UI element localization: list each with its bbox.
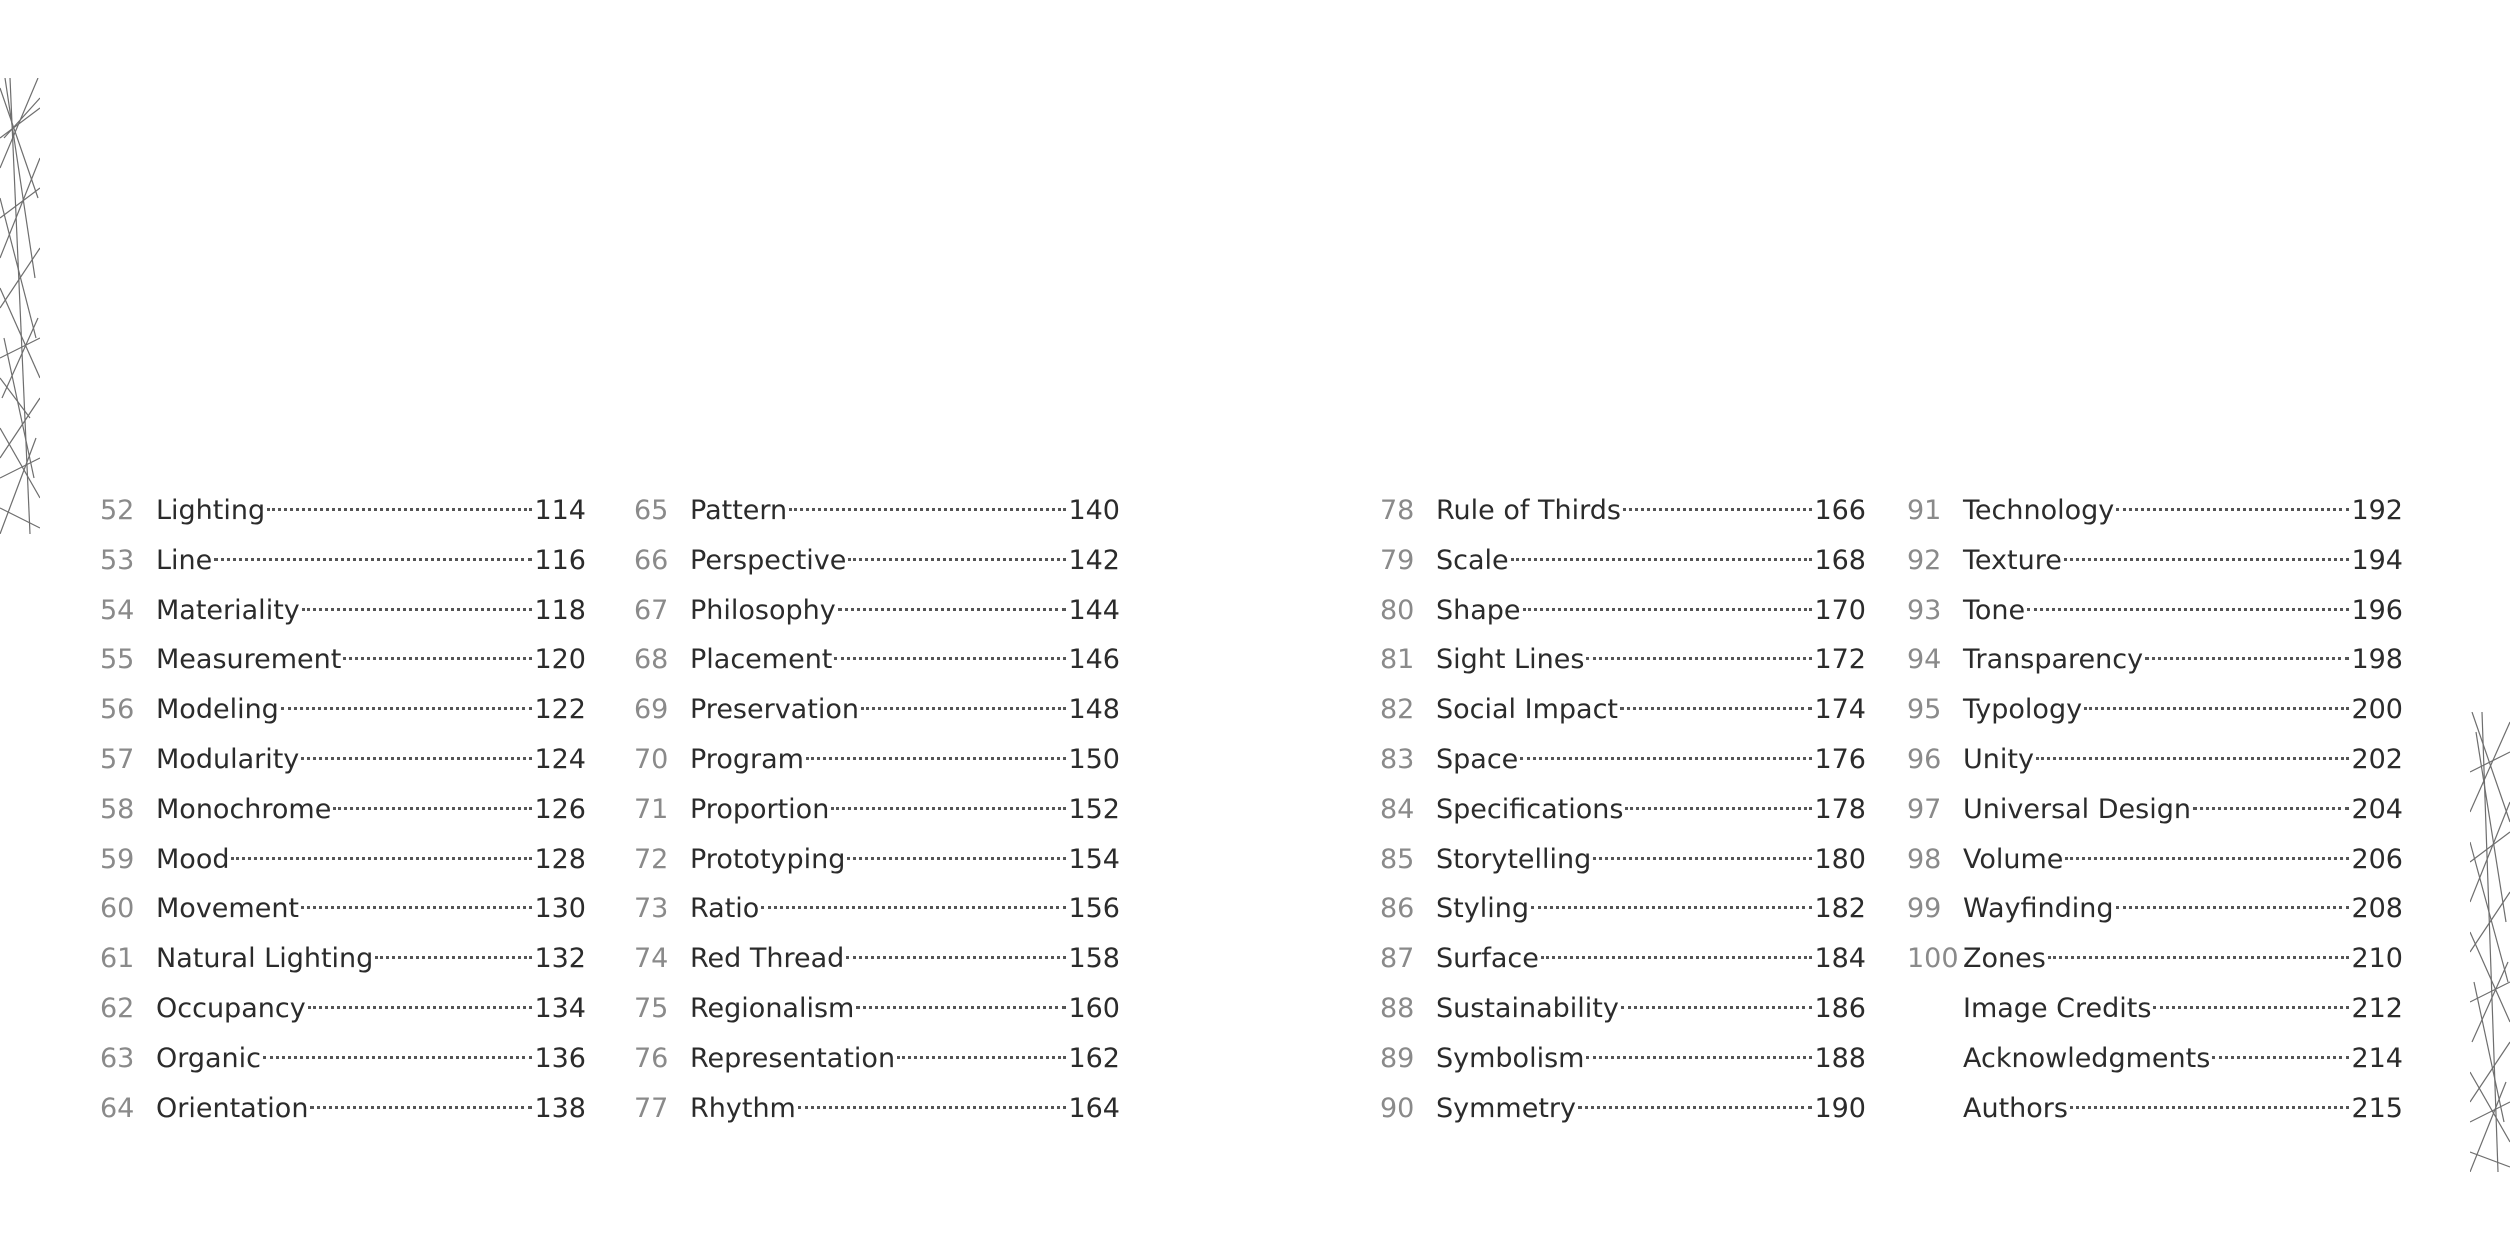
toc-entry[interactable] [1907, 984, 2403, 1034]
toc-column-4 [1907, 486, 2403, 1133]
toc-entry-number: 72 [634, 843, 669, 875]
dot-leader [806, 757, 1067, 760]
toc-entry-page: 126 [534, 793, 586, 825]
dot-leader [848, 558, 1066, 561]
toc-entry[interactable] [100, 884, 586, 934]
dot-leader [1586, 1056, 1812, 1059]
toc-entry-page: 130 [534, 893, 586, 925]
dot-leader [1520, 757, 1812, 760]
toc-entry[interactable] [100, 1084, 586, 1134]
toc-entry[interactable] [1907, 884, 2403, 934]
line-art-decoration-left [0, 78, 40, 534]
toc-entry-page: 182 [1814, 893, 1866, 925]
toc-entry-page: 150 [1068, 743, 1120, 775]
toc-entry-page: 118 [534, 594, 586, 626]
toc-entry[interactable] [100, 984, 586, 1034]
toc-entry-title: Specifications [1436, 793, 1624, 825]
toc-entry-number: 75 [634, 992, 669, 1024]
toc-entry-page: 184 [1814, 943, 1866, 975]
toc-entry-title: Preservation [690, 694, 859, 726]
toc-entry-page: 122 [534, 694, 586, 726]
toc-entry-title: Social Impact [1436, 694, 1619, 726]
dot-leader [301, 906, 532, 909]
dot-leader [798, 1106, 1067, 1109]
toc-entry[interactable] [1907, 835, 2403, 885]
toc-entry[interactable] [1907, 785, 2403, 835]
toc-entry-page: 186 [1814, 992, 1866, 1024]
dot-leader [2116, 906, 2350, 909]
toc-entry-number: 95 [1907, 694, 1942, 726]
toc-entry-page: 202 [2351, 743, 2403, 775]
toc-entry-page: 174 [1814, 694, 1866, 726]
dot-leader [1593, 857, 1812, 860]
toc-entry-number: 83 [1380, 743, 1415, 775]
toc-entry[interactable] [634, 785, 1120, 835]
toc-entry-page: 124 [534, 743, 586, 775]
toc-entry-title: Typology [1963, 694, 2083, 726]
toc-entry[interactable] [1907, 486, 2403, 536]
toc-entry-page: 140 [1068, 495, 1120, 526]
toc-entry-title: Mood [156, 843, 230, 875]
toc-entry[interactable] [634, 934, 1120, 984]
dot-leader [2064, 558, 2350, 561]
toc-entry-title: Sight Lines [1436, 644, 1585, 676]
toc-entry-title: Pattern [690, 495, 788, 526]
toc-entry-number: 69 [634, 694, 669, 726]
toc-entry[interactable] [634, 635, 1120, 685]
dot-leader [2193, 807, 2349, 810]
toc-entry-page: 196 [2351, 594, 2403, 626]
toc-entry[interactable] [100, 1034, 586, 1084]
toc-entry-number: 98 [1907, 843, 1942, 875]
toc-entry-page: 164 [1068, 1092, 1120, 1124]
dot-leader [2084, 707, 2349, 710]
dot-leader [2212, 1056, 2349, 1059]
toc-entry-number: 55 [100, 644, 135, 676]
toc-entry-page: 194 [2351, 544, 2403, 576]
toc-entry-title: Styling [1436, 893, 1529, 925]
toc-entry-page: 114 [534, 495, 586, 526]
toc-entry-title: Organic [156, 1042, 262, 1074]
toc-entry[interactable] [100, 934, 586, 984]
toc-entry-page: 142 [1068, 544, 1120, 576]
toc-entry-number: 100 [1907, 943, 1959, 975]
dot-leader [1625, 807, 1812, 810]
toc-entry-title: Universal Design [1963, 793, 2191, 825]
toc-entry-title: Space [1436, 743, 1519, 775]
toc-entry-title: Surface [1436, 943, 1539, 975]
toc-entry-page: 200 [2351, 694, 2403, 726]
toc-entry-number: 67 [634, 594, 669, 626]
toc-entry-page: 214 [2351, 1042, 2403, 1074]
toc-entry-title: Measurement [156, 644, 342, 676]
dot-leader [1523, 608, 1813, 611]
toc-entry-title: Philosophy [690, 594, 836, 626]
toc-entry-number: 96 [1907, 743, 1942, 775]
toc-entry-title: Technology [1963, 495, 2115, 526]
toc-entry-number: 94 [1907, 644, 1942, 676]
dot-leader [263, 1056, 532, 1059]
toc-entry-page: 192 [2351, 495, 2403, 526]
toc-entry-page: 208 [2351, 893, 2403, 925]
toc-entry[interactable] [634, 685, 1120, 735]
toc-entry-number: 88 [1380, 992, 1415, 1024]
dot-leader [1511, 558, 1813, 561]
toc-entry-title: Scale [1436, 544, 1509, 576]
toc-entry[interactable] [1380, 685, 1866, 735]
toc-entry[interactable] [634, 735, 1120, 785]
toc-entry-number: 78 [1380, 495, 1415, 526]
toc-entry-page: 154 [1068, 843, 1120, 875]
toc-entry[interactable] [1907, 536, 2403, 586]
dot-leader [281, 707, 533, 710]
toc-entry-title: Symbolism [1436, 1042, 1585, 1074]
toc-entry[interactable] [100, 586, 586, 636]
toc-entry[interactable] [1380, 1034, 1866, 1084]
toc-entry[interactable] [1380, 835, 1866, 885]
dot-leader [846, 956, 1066, 959]
toc-entry-page: 168 [1814, 544, 1866, 576]
toc-entry-title: Program [690, 743, 804, 775]
dot-leader [308, 1006, 533, 1009]
toc-entry-page: 212 [2351, 992, 2403, 1024]
toc-entry-title: Modularity [156, 743, 300, 775]
dot-leader [1623, 508, 1813, 511]
toc-entry-number: 84 [1380, 793, 1415, 825]
dot-leader [861, 707, 1067, 710]
toc-entry-page: 204 [2351, 793, 2403, 825]
toc-entry-number: 89 [1380, 1042, 1415, 1074]
toc-entry-number: 93 [1907, 594, 1942, 626]
toc-entry-page: 188 [1814, 1042, 1866, 1074]
dot-leader [834, 657, 1066, 660]
toc-entry-title: Lighting [156, 495, 266, 526]
toc-entry[interactable] [1380, 635, 1866, 685]
toc-entry-title: Monochrome [156, 793, 332, 825]
toc-entry-title: Sustainability [1436, 992, 1619, 1024]
toc-entry[interactable] [100, 685, 586, 735]
toc-entry-number: 71 [634, 793, 669, 825]
toc-entry[interactable] [100, 735, 586, 785]
dot-leader [761, 906, 1066, 909]
toc-entry-number: 59 [100, 843, 135, 875]
toc-entry-number: 57 [100, 743, 135, 775]
toc-entry-number: 56 [100, 694, 135, 726]
toc-entry[interactable] [1380, 536, 1866, 586]
toc-entry-number: 85 [1380, 843, 1415, 875]
toc-entry-number: 81 [1380, 644, 1415, 676]
toc-entry[interactable] [1907, 1084, 2403, 1134]
toc-entry-number: 92 [1907, 544, 1942, 576]
toc-entry-page: 166 [1814, 495, 1866, 526]
toc-entry-title: Ratio [690, 893, 760, 925]
dot-leader [831, 807, 1066, 810]
toc-entry-title: Movement [156, 893, 300, 925]
toc-entry[interactable] [634, 835, 1120, 885]
toc-entry[interactable] [100, 835, 586, 885]
toc-entry-page: 134 [534, 992, 586, 1024]
toc-entry-title: Wayfinding [1963, 893, 2114, 925]
toc-entry-title: Unity [1963, 743, 2034, 775]
dot-leader [301, 757, 532, 760]
toc-entry-number: 54 [100, 594, 135, 626]
toc-column-1 [100, 486, 586, 1133]
toc-entry-page: 116 [534, 544, 586, 576]
toc-entry[interactable] [1907, 735, 2403, 785]
dot-leader [789, 508, 1066, 511]
dot-leader [2048, 956, 2350, 959]
toc-entry-page: 160 [1068, 992, 1120, 1024]
toc-entry-title: Image Credits [1963, 992, 2152, 1024]
toc-entry[interactable] [1907, 1034, 2403, 1084]
toc-entry-page: 180 [1814, 843, 1866, 875]
line-art-decoration-right [2470, 712, 2510, 1172]
toc-entry-number: 90 [1380, 1092, 1415, 1124]
toc-entry-page: 136 [534, 1042, 586, 1074]
toc-entry[interactable] [634, 486, 1120, 536]
toc-entry-title: Texture [1963, 544, 2062, 576]
toc-entry-number: 97 [1907, 793, 1942, 825]
toc-entry-number: 80 [1380, 594, 1415, 626]
toc-entry-title: Rule of Thirds [1436, 495, 1621, 526]
toc-entry-title: Modeling [156, 694, 279, 726]
toc-entry[interactable] [1907, 635, 2403, 685]
toc-entry-page: 170 [1814, 594, 1866, 626]
toc-entry[interactable] [634, 586, 1120, 636]
toc-entry-number: 61 [100, 943, 135, 975]
toc-entry-number: 52 [100, 495, 135, 526]
toc-entry-page: 158 [1068, 943, 1120, 975]
toc-entry[interactable] [1907, 934, 2403, 984]
toc-entry-title: Red Thread [690, 943, 845, 975]
toc-column-2 [634, 486, 1120, 1133]
toc-entry[interactable] [1380, 785, 1866, 835]
toc-entry-title: Tone [1963, 594, 2026, 626]
dot-leader [1586, 657, 1812, 660]
toc-entry-number: 79 [1380, 544, 1415, 576]
toc-entry-number: 68 [634, 644, 669, 676]
toc-entry-title: Orientation [156, 1092, 309, 1124]
toc-entry-title: Regionalism [690, 992, 855, 1024]
dot-leader [1531, 906, 1812, 909]
dot-leader [267, 508, 532, 511]
toc-entry-title: Prototyping [690, 843, 846, 875]
dot-leader [375, 956, 532, 959]
toc-entry-page: 120 [534, 644, 586, 676]
dot-leader [897, 1056, 1066, 1059]
dot-leader [214, 558, 532, 561]
toc-entry-page: 215 [2351, 1092, 2403, 1124]
toc-entry[interactable] [1380, 934, 1866, 984]
toc-entry-title: Occupancy [156, 992, 306, 1024]
toc-entry-number: 82 [1380, 694, 1415, 726]
toc-entry-title: Representation [690, 1042, 896, 1074]
toc-entry-title: Rhythm [690, 1092, 796, 1124]
toc-entry[interactable] [100, 536, 586, 586]
toc-entry-number: 64 [100, 1092, 135, 1124]
toc-column-3 [1380, 486, 1866, 1133]
toc-entry-page: 176 [1814, 743, 1866, 775]
toc-entry-title: Placement [690, 644, 833, 676]
toc-entry-page: 138 [534, 1092, 586, 1124]
dot-leader [1620, 707, 1812, 710]
dot-leader [2116, 508, 2349, 511]
dot-leader [2145, 657, 2349, 660]
toc-entry-number: 70 [634, 743, 669, 775]
toc-entry-number: 63 [100, 1042, 135, 1074]
toc-entry-title: Zones [1963, 943, 2046, 975]
toc-entry-number: 87 [1380, 943, 1415, 975]
dot-leader [1621, 1006, 1813, 1009]
toc-entry-page: 132 [534, 943, 586, 975]
toc-entry-page: 162 [1068, 1042, 1120, 1074]
toc-entry[interactable] [634, 984, 1120, 1034]
toc-entry-number: 60 [100, 893, 135, 925]
dot-leader [302, 608, 533, 611]
toc-entry-page: 156 [1068, 893, 1120, 925]
toc-entry-number: 53 [100, 544, 135, 576]
toc-entry-number: 86 [1380, 893, 1415, 925]
toc-entry[interactable] [1380, 884, 1866, 934]
dot-leader [2153, 1006, 2349, 1009]
toc-entry-page: 198 [2351, 644, 2403, 676]
dot-leader [838, 608, 1067, 611]
toc-entry-title: Line [156, 544, 213, 576]
toc-entry-number: 73 [634, 893, 669, 925]
toc-entry-title: Volume [1963, 843, 2064, 875]
toc-entry-number: 66 [634, 544, 669, 576]
dot-leader [333, 807, 532, 810]
toc-entry-page: 146 [1068, 644, 1120, 676]
dot-leader [847, 857, 1066, 860]
toc-entry-number: 76 [634, 1042, 669, 1074]
dot-leader [343, 657, 532, 660]
dot-leader [1541, 956, 1813, 959]
toc-entry-number: 77 [634, 1092, 669, 1124]
toc-entry-number: 91 [1907, 495, 1942, 526]
dot-leader [2065, 857, 2349, 860]
dot-leader [2036, 757, 2350, 760]
toc-entry-title: Shape [1436, 594, 1521, 626]
toc-entry[interactable] [634, 1034, 1120, 1084]
toc-entry-page: 148 [1068, 694, 1120, 726]
toc-entry-page: 128 [534, 843, 586, 875]
toc-entry[interactable] [100, 486, 586, 536]
toc-entry[interactable] [1380, 1084, 1866, 1134]
toc-entry-number: 58 [100, 793, 135, 825]
dot-leader [856, 1006, 1066, 1009]
toc-entry[interactable] [634, 1084, 1120, 1134]
toc-entry-title: Authors [1963, 1092, 2068, 1124]
toc-entry-page: 178 [1814, 793, 1866, 825]
toc-entry-number: 99 [1907, 893, 1942, 925]
dot-leader [231, 857, 532, 860]
toc-entry-page: 190 [1814, 1092, 1866, 1124]
toc-entry-title: Proportion [690, 793, 830, 825]
toc-entry[interactable] [100, 635, 586, 685]
toc-entry-title: Acknowledgments [1963, 1042, 2211, 1074]
toc-entry[interactable] [1907, 586, 2403, 636]
toc-entry-page: 172 [1814, 644, 1866, 676]
toc-entry[interactable] [634, 884, 1120, 934]
toc-entry-title: Symmetry [1436, 1092, 1576, 1124]
dot-leader [1578, 1106, 1812, 1109]
toc-entry[interactable] [1380, 486, 1866, 536]
dot-leader [2027, 608, 2349, 611]
toc-entry[interactable] [1907, 685, 2403, 735]
dot-leader [2070, 1106, 2349, 1109]
dot-leader [310, 1106, 532, 1109]
toc-entry[interactable] [634, 536, 1120, 586]
toc-entry-page: 152 [1068, 793, 1120, 825]
toc-entry[interactable] [100, 785, 586, 835]
toc-entry[interactable] [1380, 735, 1866, 785]
toc-entry-title: Transparency [1963, 644, 2144, 676]
toc-entry-page: 210 [2351, 943, 2403, 975]
toc-entry[interactable] [1380, 984, 1866, 1034]
toc-entry-title: Natural Lighting [156, 943, 374, 975]
toc-entry-number: 74 [634, 943, 669, 975]
toc-entry-page: 206 [2351, 843, 2403, 875]
toc-entry-title: Materiality [156, 594, 300, 626]
toc-entry-title: Perspective [690, 544, 847, 576]
toc-entry[interactable] [1380, 586, 1866, 636]
toc-entry-number: 65 [634, 495, 669, 526]
toc-entry-title: Storytelling [1436, 843, 1592, 875]
toc-entry-number: 62 [100, 992, 135, 1024]
toc-entry-page: 144 [1068, 594, 1120, 626]
